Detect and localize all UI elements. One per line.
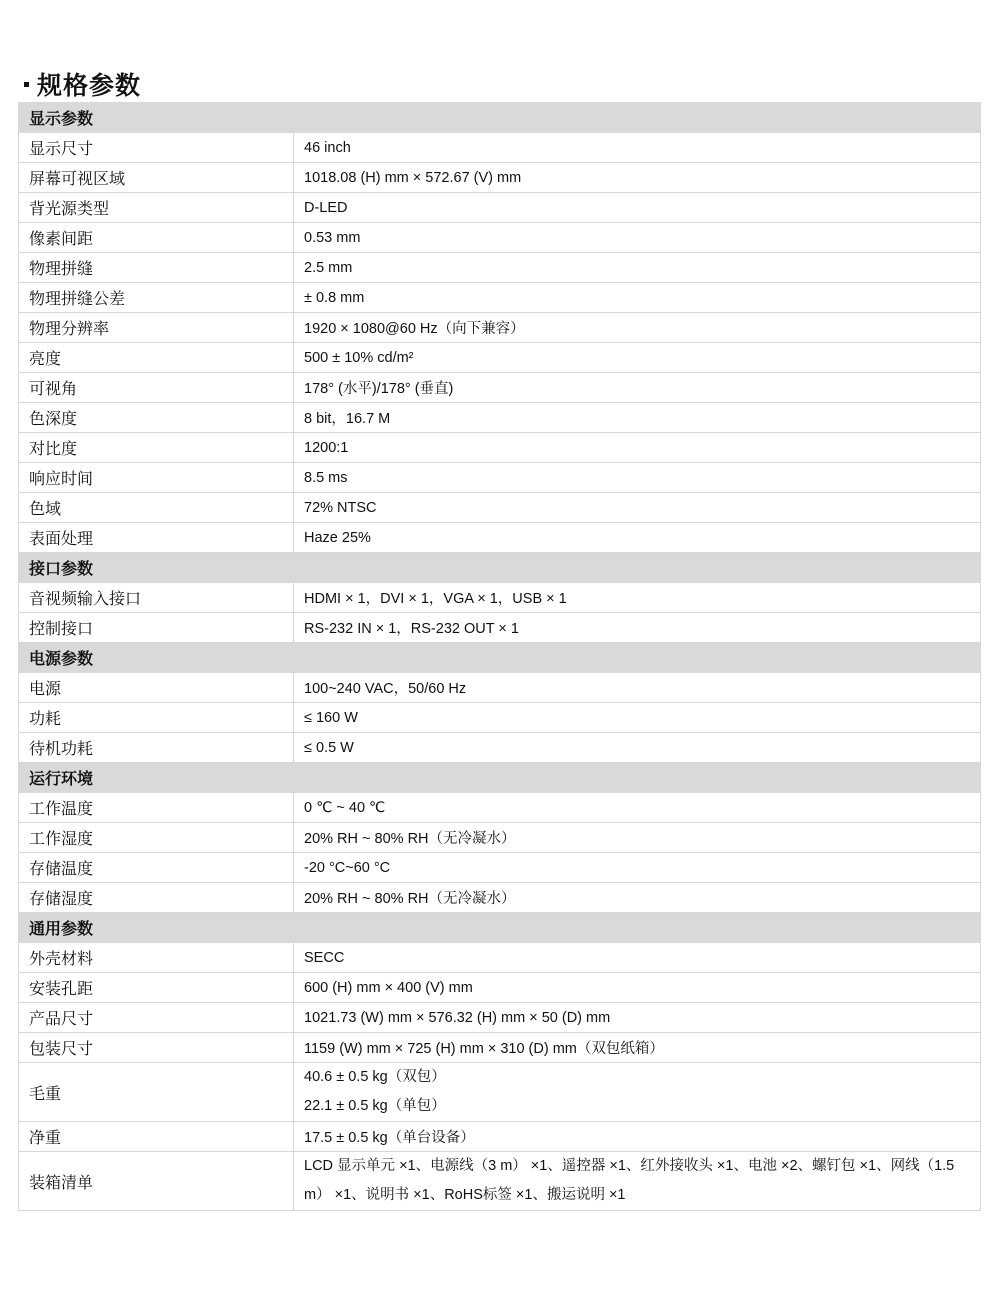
table-row (19, 703, 981, 733)
row-key: 亮度 (19, 343, 294, 373)
row-key: 可视角 (19, 373, 294, 403)
row-value: 600 (H) mm × 400 (V) mm (294, 973, 981, 1003)
row-value: ≤ 0.5 W (294, 733, 981, 763)
row-value-line: 40.6 ± 0.5 kg（双包） (304, 1069, 446, 1085)
row-key: 显示尺寸 (19, 133, 294, 163)
row-value: D-LED (294, 193, 981, 223)
row-value: 1920 × 1080@60 Hz（向下兼容） (294, 313, 981, 343)
bullet-icon (24, 82, 29, 87)
row-key: 屏幕可视区域 (19, 163, 294, 193)
table-row (19, 463, 981, 493)
section-title: 通用参数 (19, 913, 981, 943)
row-key: 产品尺寸 (19, 1003, 294, 1033)
table-row (19, 973, 981, 1003)
table-row (19, 853, 981, 883)
table-row (19, 943, 981, 973)
row-value: 8 bit，16.7 M (294, 403, 981, 433)
row-value: ≤ 160 W (294, 703, 981, 733)
row-value: 1200:1 (294, 433, 981, 463)
section-header-environment (19, 763, 981, 793)
table-row (19, 403, 981, 433)
table-row (19, 1152, 981, 1211)
row-value: HDMI × 1，DVI × 1，VGA × 1，USB × 1 (294, 583, 981, 613)
row-value: Haze 25% (294, 523, 981, 553)
row-value: RS-232 IN × 1，RS-232 OUT × 1 (294, 613, 981, 643)
row-key: 物理拼缝 (19, 253, 294, 283)
section-header-interface (19, 553, 981, 583)
row-key: 待机功耗 (19, 733, 294, 763)
table-row (19, 1003, 981, 1033)
row-key: 色域 (19, 493, 294, 523)
row-key: 存储湿度 (19, 883, 294, 913)
row-value-line: 22.1 ± 0.5 kg（单包） (304, 1098, 446, 1114)
table-row (19, 823, 981, 853)
spec-table (18, 102, 981, 1211)
table-row (19, 883, 981, 913)
table-row (19, 1122, 981, 1152)
row-value: 1021.73 (W) mm × 576.32 (H) mm × 50 (D) mm (294, 1003, 981, 1033)
section-title: 接口参数 (19, 553, 981, 583)
table-row (19, 493, 981, 523)
row-key: 像素间距 (19, 223, 294, 253)
table-row (19, 1033, 981, 1063)
row-value: 0 ℃ ~ 40 ℃ (294, 793, 981, 823)
row-key: 功耗 (19, 703, 294, 733)
page-title (24, 66, 141, 102)
row-key: 净重 (19, 1122, 294, 1152)
row-value: LCD 显示单元 ×1、电源线（3 m） ×1、遥控器 ×1、红外接收头 ×1、电池 ×2、螺钉包 ×1、网线（1.5 m） ×1、说明书 ×1、RoHS标签 ×1、搬运说明 ×1 (294, 1152, 981, 1211)
row-key: 背光源类型 (19, 193, 294, 223)
row-value: 178° (水平)/178° (垂直) (294, 373, 981, 403)
row-value: SECC (294, 943, 981, 973)
row-value: 72% NTSC (294, 493, 981, 523)
table-row (19, 583, 981, 613)
row-value: 100~240 VAC，50/60 Hz (294, 673, 981, 703)
row-key: 物理拼缝公差 (19, 283, 294, 313)
row-key: 装箱清单 (19, 1152, 294, 1211)
row-key: 外壳材料 (19, 943, 294, 973)
row-value: 17.5 ± 0.5 kg（单台设备） (294, 1122, 981, 1152)
row-value (294, 1063, 981, 1122)
row-key: 包装尺寸 (19, 1033, 294, 1063)
row-key: 表面处理 (19, 523, 294, 553)
table-row (19, 133, 981, 163)
row-key: 音视频输入接口 (19, 583, 294, 613)
row-key: 响应时间 (19, 463, 294, 493)
row-value: 20% RH ~ 80% RH（无冷凝水） (294, 883, 981, 913)
table-row (19, 313, 981, 343)
row-value: 46 inch (294, 133, 981, 163)
row-value: 500 ± 10% cd/m² (294, 343, 981, 373)
section-header-display (19, 103, 981, 133)
row-value: 2.5 mm (294, 253, 981, 283)
row-key: 电源 (19, 673, 294, 703)
table-row (19, 523, 981, 553)
table-row (19, 793, 981, 823)
table-row (19, 193, 981, 223)
table-row (19, 223, 981, 253)
table-row (19, 253, 981, 283)
section-header-power (19, 643, 981, 673)
table-row (19, 283, 981, 313)
section-title: 显示参数 (19, 103, 981, 133)
section-title: 运行环境 (19, 763, 981, 793)
table-row (19, 613, 981, 643)
row-value: 1018.08 (H) mm × 572.67 (V) mm (294, 163, 981, 193)
table-row (19, 733, 981, 763)
row-key: 工作湿度 (19, 823, 294, 853)
table-row (19, 673, 981, 703)
row-key: 工作温度 (19, 793, 294, 823)
row-value: 0.53 mm (294, 223, 981, 253)
row-key: 毛重 (19, 1063, 294, 1122)
row-value: 20% RH ~ 80% RH（无冷凝水） (294, 823, 981, 853)
row-value: ± 0.8 mm (294, 283, 981, 313)
row-key: 色深度 (19, 403, 294, 433)
table-row (19, 373, 981, 403)
row-key: 安装孔距 (19, 973, 294, 1003)
row-key: 控制接口 (19, 613, 294, 643)
page-title-text: 规格参数 (37, 71, 142, 100)
section-title: 电源参数 (19, 643, 981, 673)
table-row (19, 433, 981, 463)
row-key: 存储温度 (19, 853, 294, 883)
row-key: 物理分辨率 (19, 313, 294, 343)
section-header-general (19, 913, 981, 943)
table-row (19, 163, 981, 193)
row-value: -20 °C~60 °C (294, 853, 981, 883)
table-row (19, 343, 981, 373)
row-value: 8.5 ms (294, 463, 981, 493)
row-key: 对比度 (19, 433, 294, 463)
row-value: 1159 (W) mm × 725 (H) mm × 310 (D) mm（双包纸箱） (294, 1033, 981, 1063)
table-row (19, 1063, 981, 1122)
